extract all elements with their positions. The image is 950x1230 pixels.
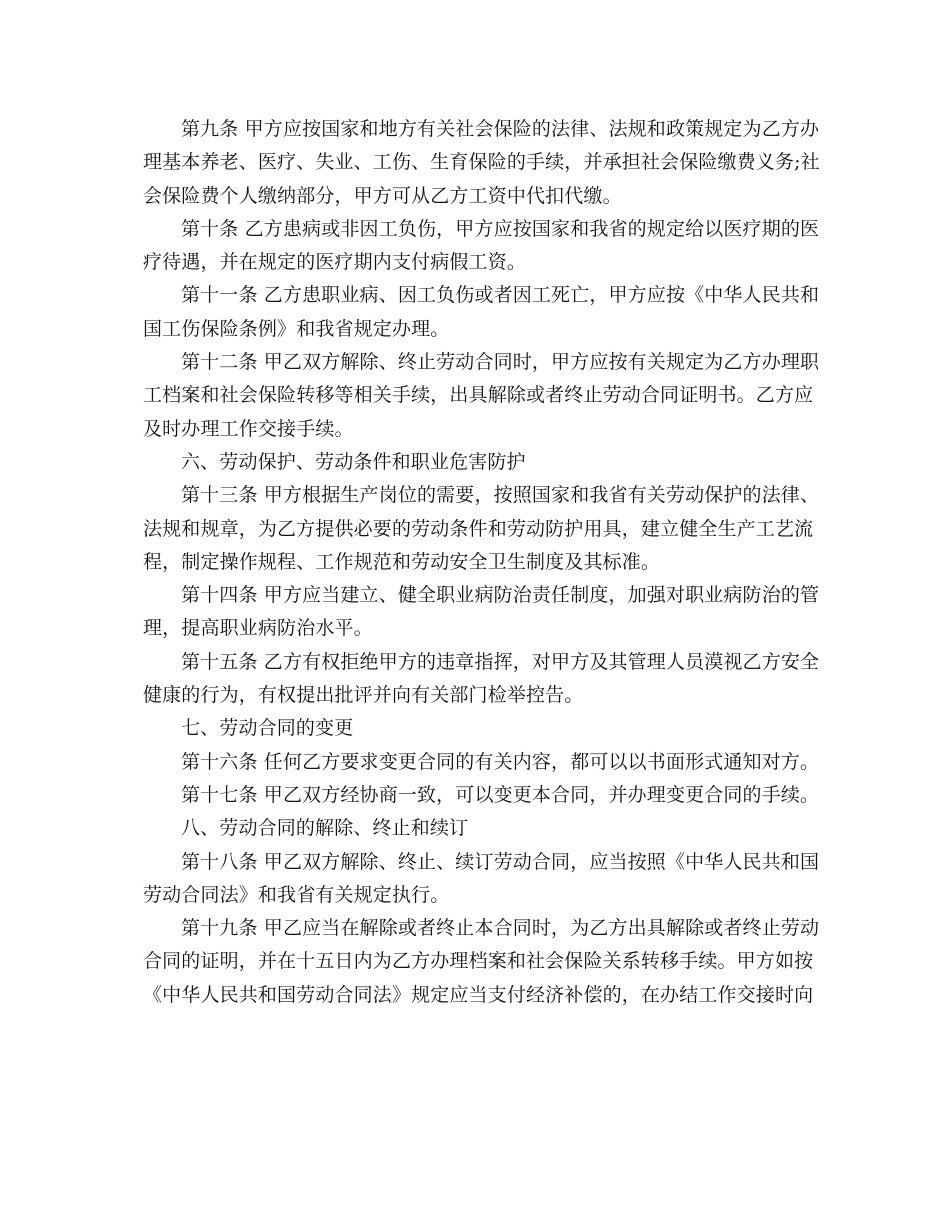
text-line: 第十二条 甲乙双方解除、终止劳动合同时，甲方应按有关规定为乙方办理职: [181, 351, 820, 374]
text-line: 理基本养老、医疗、失业、工伤、生育保险的手续，并承担社会保险缴费义务;社: [143, 151, 820, 174]
section-heading: 七、劳动合同的变更: [181, 717, 354, 740]
text-line: 第十七条 甲乙双方经协商一致，可以变更本合同，并办理变更合同的手续。: [181, 783, 820, 806]
section-heading: 八、劳动合同的解除、终止和续订: [181, 817, 469, 840]
text-line: 法规和规章，为乙方提供必要的劳动条件和劳动防护用具，建立健全生产工艺流: [143, 517, 814, 540]
text-line: 及时办理工作交接手续。: [143, 417, 354, 440]
text-line: 理，提高职业病防治水平。: [143, 617, 373, 640]
text-line: 第十一条 乙方患职业病、因工负伤或者因工死亡，甲方应按《中华人民共和: [181, 284, 820, 307]
text-line: 第十四条 甲方应当建立、健全职业病防治责任制度，加强对职业病防治的管: [181, 584, 820, 607]
text-line: 国工伤保险条例》和我省规定办理。: [143, 317, 450, 340]
text-line: 健康的行为，有权提出批评并向有关部门检举控告。: [143, 684, 584, 707]
text-line: 程，制定操作规程、工作规范和劳动安全卫生制度及其标准。: [143, 550, 661, 573]
text-line: 第十条 乙方患病或非因工负伤，甲方应按国家和我省的规定给以医疗期的医: [181, 217, 820, 240]
text-line: 劳动合同法》和我省有关规定执行。: [143, 883, 450, 906]
section-heading: 六、劳动保护、劳动条件和职业危害防护: [181, 450, 526, 473]
text-line: 第十九条 甲乙应当在解除或者终止本合同时，为乙方出具解除或者终止劳动: [181, 917, 820, 940]
text-line: 合同的证明，并在十五日内为乙方办理档案和社会保险关系转移手续。甲方如按: [143, 950, 814, 973]
text-line: 疗待遇，并在规定的医疗期内支付病假工资。: [143, 251, 527, 274]
text-line: 《中华人民共和国劳动合同法》规定应当支付经济补偿的，在办结工作交接时向: [143, 983, 814, 1006]
text-line: 会保险费个人缴纳部分，甲方可从乙方工资中代扣代缴。: [143, 184, 622, 207]
text-line: 第十六条 任何乙方要求变更合同的有关内容，都可以以书面形式通知对方。: [181, 750, 820, 773]
text-line: 第十八条 甲乙双方解除、终止、续订劳动合同，应当按照《中华人民共和国: [181, 850, 820, 873]
text-line: 工档案和社会保险转移等相关手续，出具解除或者终止劳动合同证明书。乙方应: [143, 384, 814, 407]
text-line: 第十三条 甲方根据生产岗位的需要，按照国家和我省有关劳动保护的法律、: [181, 484, 820, 507]
text-line: 第九条 甲方应按国家和地方有关社会保险的法律、法规和政策规定为乙方办: [181, 118, 820, 140]
text-line: 第十五条 乙方有权拒绝甲方的违章指挥，对甲方及其管理人员漠视乙方安全: [181, 650, 820, 673]
document-body: [143, 113, 820, 1012]
